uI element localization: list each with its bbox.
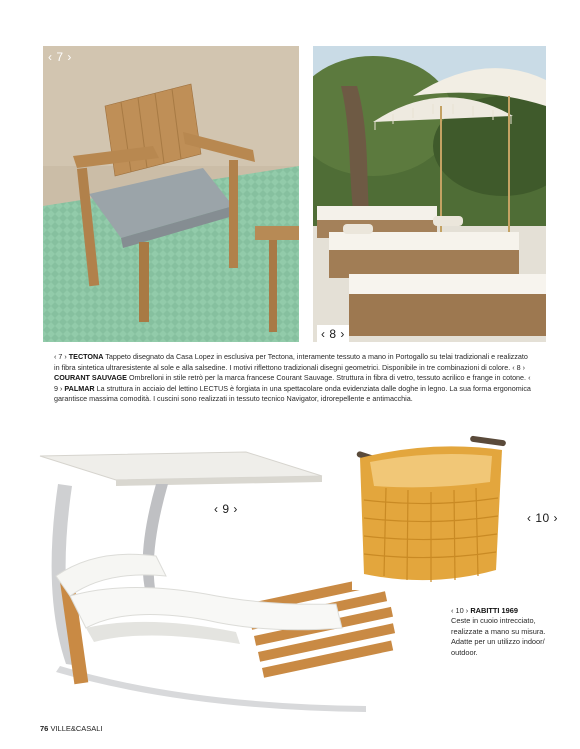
caption-7-number: ‹ 7 › [54, 352, 67, 361]
caption-9-number: ‹ 9 › [54, 373, 531, 393]
caption-8-number: ‹ 8 › [512, 362, 526, 372]
label-9: ‹ 9 › [214, 502, 238, 516]
caption-9-text: La struttura in acciaio del lettino LECTUS è forgiata in una spettacolare onda evidenziata dalle doghe in legno. La sua forma ergonomica garantisce massima comodità. I cuscini sono realizzati in tessuto tecnico Navigator, idrorepellente e antimacchia. [54, 383, 531, 404]
label-10: ‹ 10 › [527, 511, 559, 525]
caption-8-text: Ombrelloni in stile retrò per la marca francese Courant Sauvage. Struttura in fibra di vetro, tessuto acrilico e frange in cotone. [126, 373, 529, 383]
page-footer [40, 724, 103, 733]
caption-7-text: Tappeto disegnato da Casa Lopez in esclusiva per Tectona, interamente tessuto a mano in Portogallo su telai tradizionali e realizzato in fibra sintetica ultraresistente al sole e alla salsedine. I motivi riflettono tradizionali disegni geometrici. Disponibile in tre combinazioni di colore. [54, 352, 528, 372]
label-7: ‹ 7 › [48, 50, 72, 64]
tectona-chair-illustration [43, 46, 299, 342]
lectus-lounger-illustration [36, 444, 398, 714]
caption-8-brand: COURANT SAUVAGE [54, 373, 127, 383]
caption-main [54, 352, 532, 405]
basket-illustration [352, 430, 510, 590]
caption-10-number: ‹ 10 › [451, 606, 469, 615]
caption-7-brand: TECTONA [68, 352, 104, 361]
parasols-illustration [313, 46, 546, 342]
photo-tectona-chair [43, 46, 299, 342]
label-8: ‹ 8 › [317, 325, 349, 343]
caption-10 [451, 606, 551, 658]
caption-10-brand: RABITTI 1969 [470, 606, 518, 615]
photo-palmar-lectus [36, 444, 398, 714]
photo-rabitti-basket [352, 430, 510, 590]
caption-9-brand: PALMAR [64, 383, 95, 393]
photo-courant-sauvage-parasols [313, 46, 546, 342]
magazine-name: VILLE&CASALI [50, 724, 103, 733]
caption-10-text: Ceste in cuoio intrecciato, realizzate a mano su misura. Adatte per un utilizzo indoor/ outdoor. [451, 616, 546, 657]
page-number: 76 [40, 724, 49, 733]
